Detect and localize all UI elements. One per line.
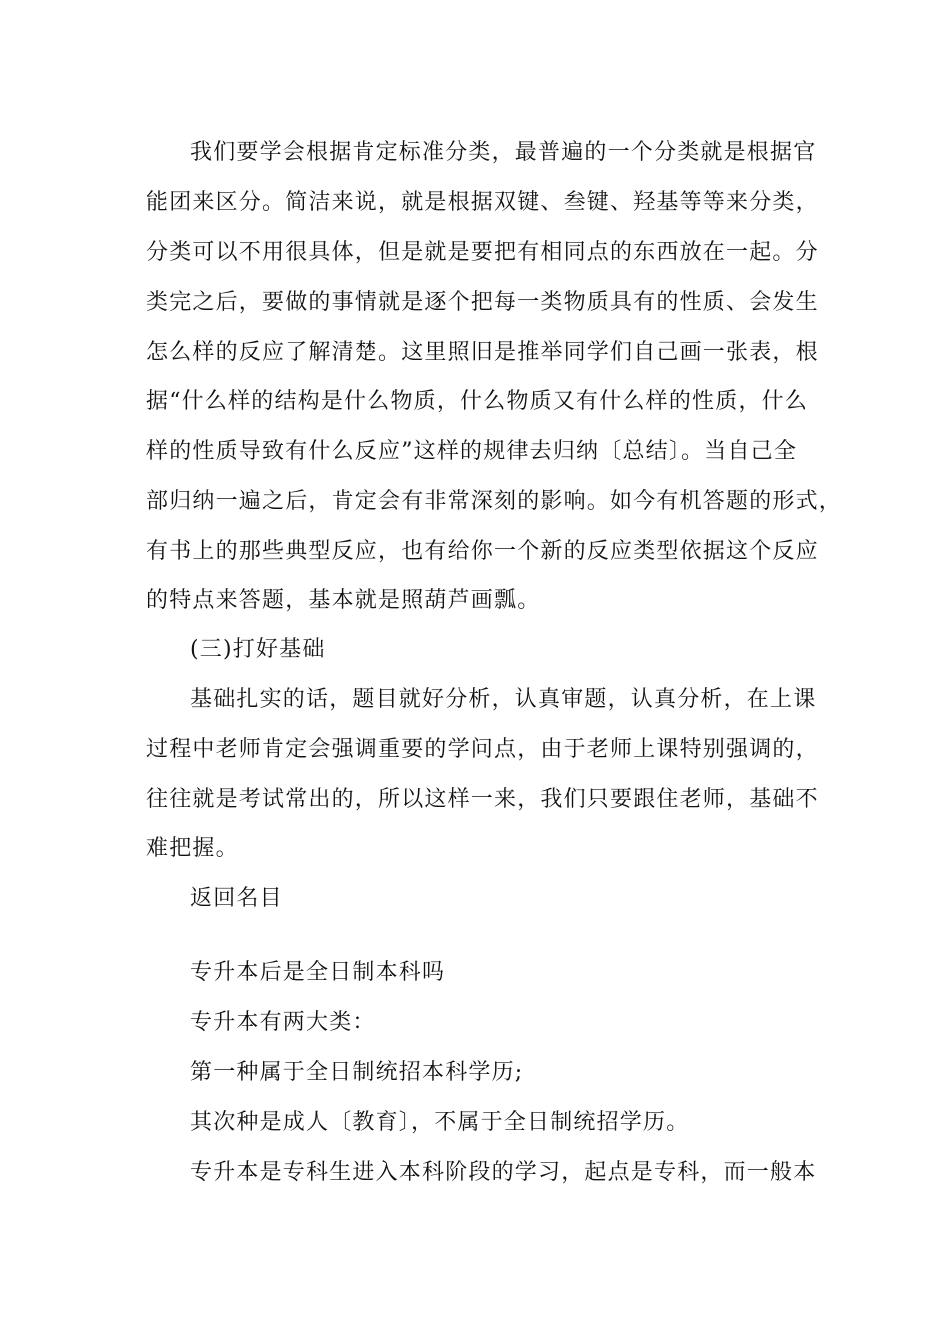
- paragraph-1-line-9: 有书上的那些典型反应，也有给你一个新的反应类型依据这个反应: [146, 539, 819, 564]
- paragraph-1-line-3: 分类可以不用很具体，但是就是要把有相同点的东西放在一起。分: [146, 240, 819, 265]
- paragraph-1-line-7: 样的性质导致有什么反应”这样的规律去归纳〔总结〕。当自己全: [146, 439, 798, 464]
- type-1-line: 第一种属于全日制统招本科学历;: [190, 1060, 524, 1085]
- paragraph-1-line-2: 能团来区分。简洁来说，就是根据双键、叁键、羟基等等来分类，: [146, 190, 819, 215]
- back-to-contents-link[interactable]: 返回名目: [190, 886, 283, 911]
- paragraph-1-line-6: 据“什么样的结构是什么物质，什么物质又有什么样的性质，什么: [146, 389, 809, 414]
- paragraph-2-line-3: 往往就是考试常出的，所以这样一来，我们只要跟住老师，基础不: [146, 787, 819, 812]
- paragraph-1-line-10: 的特点来答题，基本就是照葫芦画瓢。: [146, 588, 541, 613]
- paragraph-1-line-4: 类完之后，要做的事情就是逐个把每一类物质具有的性质、会发生: [146, 290, 819, 315]
- paragraph-2-line-4: 难把握。: [146, 836, 239, 861]
- paragraph-2-line-2: 过程中老师肯定会强调重要的学问点，由于老师上课特别强调的，: [146, 737, 819, 762]
- section-title: 专升本后是全日制本科吗: [190, 960, 446, 985]
- intro-line: 专升本有两大类：: [190, 1010, 376, 1035]
- paragraph-1-line-5: 怎么样的反应了解清楚。这里照旧是推举同学们自己画一张表，根: [146, 340, 819, 365]
- paragraph-1-line-1: 我们要学会根据肯定标准分类，最普遍的一个分类就是根据官: [190, 140, 817, 165]
- paragraph-2-line-1: 基础扎实的话，题目就好分析，认真审题，认真分析，在上课: [190, 687, 817, 712]
- paragraph-1-line-8: 部归纳一遍之后，肯定会有非常深刻的影响。如今有机答题的形式，: [146, 489, 843, 514]
- type-2-line: 其次种是成人〔教育〕，不属于全日制统招学历。: [190, 1110, 690, 1135]
- final-paragraph-line-1: 专升本是专科生进入本科阶段的学习，起点是专科，而一般本: [190, 1160, 817, 1185]
- section-heading-3: (三)打好基础: [190, 637, 326, 662]
